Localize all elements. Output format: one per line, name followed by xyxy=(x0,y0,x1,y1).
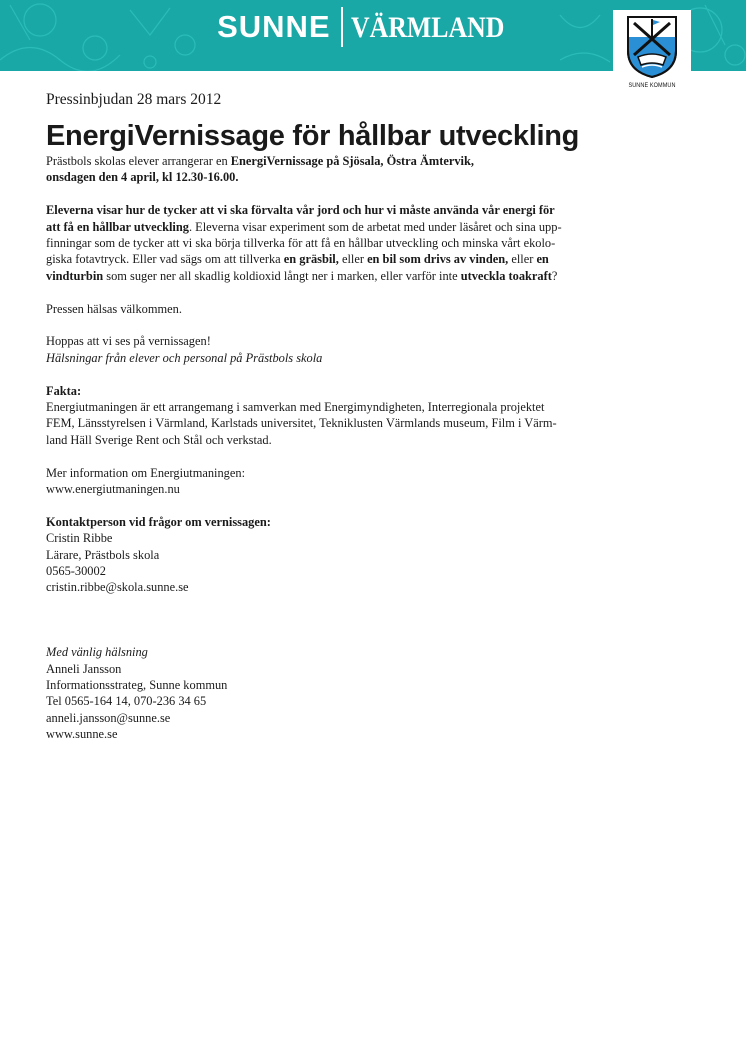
dateline: Pressinbjudan 28 mars 2012 xyxy=(46,91,222,108)
brand-divider xyxy=(341,7,343,47)
contact-name: Cristin Ribbe xyxy=(46,531,113,546)
fakta-block xyxy=(46,383,626,449)
brand-left: SUNNE xyxy=(217,9,331,44)
contact-block xyxy=(46,514,626,596)
body-text-4b: ? xyxy=(551,268,558,283)
hope-block xyxy=(46,333,626,366)
signature-phone: Tel 0565-164 14, 070-236 34 65 xyxy=(46,694,207,709)
body-paragraph xyxy=(46,202,626,284)
fakta-line-1: Energiutmaningen är ett arrangemang i samverkan med Energimyndigheten, Interregionala projektet xyxy=(46,400,545,415)
greeting-line: Hälsningar från elever och personal på Prästbols skola xyxy=(46,350,323,365)
contact-email[interactable]: cristin.ribbe@skola.sunne.se xyxy=(46,580,189,595)
signature-name: Anneli Jansson xyxy=(46,661,122,676)
body-bold-2: att få en hållbar utveckling xyxy=(46,219,189,234)
coat-of-arms-icon xyxy=(626,15,678,79)
intro-date: onsdagen den 4 april, kl 12.30-16.00. xyxy=(46,170,239,185)
intro-paragraph xyxy=(46,153,626,186)
contact-heading: Kontaktperson vid frågor om vernissagen: xyxy=(46,514,271,529)
press-release-body xyxy=(46,90,626,759)
more-info-block xyxy=(46,465,626,498)
spacer xyxy=(46,612,626,644)
intro-text: Prästbols skolas elever arrangerar en xyxy=(46,154,231,168)
body-text-4: som suger ner all skadlig koldioxid långt ner i marken, eller varför inte xyxy=(103,268,461,283)
body-text-3b: eller xyxy=(338,252,368,267)
fakta-line-2: FEM, Länsstyrelsen i Värmland, Karlstads universitet, Tekniklusten Värmlands museum, Film i Värm- xyxy=(46,416,557,431)
body-bold-4b: utveckla toakraft xyxy=(460,268,552,283)
welcome-line: Pressen hälsas välkommen. xyxy=(46,301,182,316)
body-bold-4: vindturbin xyxy=(46,268,104,283)
signature-email[interactable]: anneli.jansson@sunne.se xyxy=(46,710,171,725)
contact-role: Lärare, Prästbols skola xyxy=(46,547,160,562)
body-text-1: . Eleverna visar experiment som de arbetat med under läsåret och sina upp- xyxy=(188,219,562,234)
signature-title: Informationsstrateg, Sunne kommun xyxy=(46,678,228,693)
page-title: EnergiVernissage för hållbar utveckling xyxy=(46,120,580,152)
municipality-logo xyxy=(613,10,691,94)
body-bold-3b: en bil som drivs av vinden, xyxy=(367,252,509,267)
brand-right: VÄRMLAND xyxy=(350,11,504,44)
contact-phone: 0565-30002 xyxy=(46,564,106,579)
logo-caption: SUNNE KOMMUN xyxy=(628,82,676,89)
body-bold-3c: en xyxy=(536,252,549,267)
signature-closing: Med vänlig hälsning xyxy=(46,645,148,660)
body-text-3c: eller xyxy=(508,252,537,267)
body-text-3a: giska fotavtryck. Eller vad sägs om att tillverka xyxy=(46,252,284,267)
body-text-2: finningar som de tycker att vi ska börja tillverka för att få en hållbar utveckling och minska vårt ekolo- xyxy=(46,236,556,251)
body-bold-1: Eleverna visar hur de tycker att vi ska förvalta vår jord och hur vi måste använda vår energi för xyxy=(46,203,555,218)
hope-line: Hoppas att vi ses på vernissagen! xyxy=(46,334,211,349)
signature-web[interactable]: www.sunne.se xyxy=(46,727,118,742)
more-info-link[interactable]: www.energiutmaningen.nu xyxy=(46,482,180,497)
body-bold-3: en gräsbil, xyxy=(283,252,339,267)
fakta-line-3: land Häll Sverige Rent och Stål och verkstad. xyxy=(46,432,272,447)
signature-block xyxy=(46,644,626,742)
fakta-heading: Fakta: xyxy=(46,383,82,398)
intro-venue: EnergiVernissage på Sjösala, Östra Ämtervik, xyxy=(230,154,474,168)
more-info-label: Mer information om Energiutmaningen: xyxy=(46,465,246,480)
